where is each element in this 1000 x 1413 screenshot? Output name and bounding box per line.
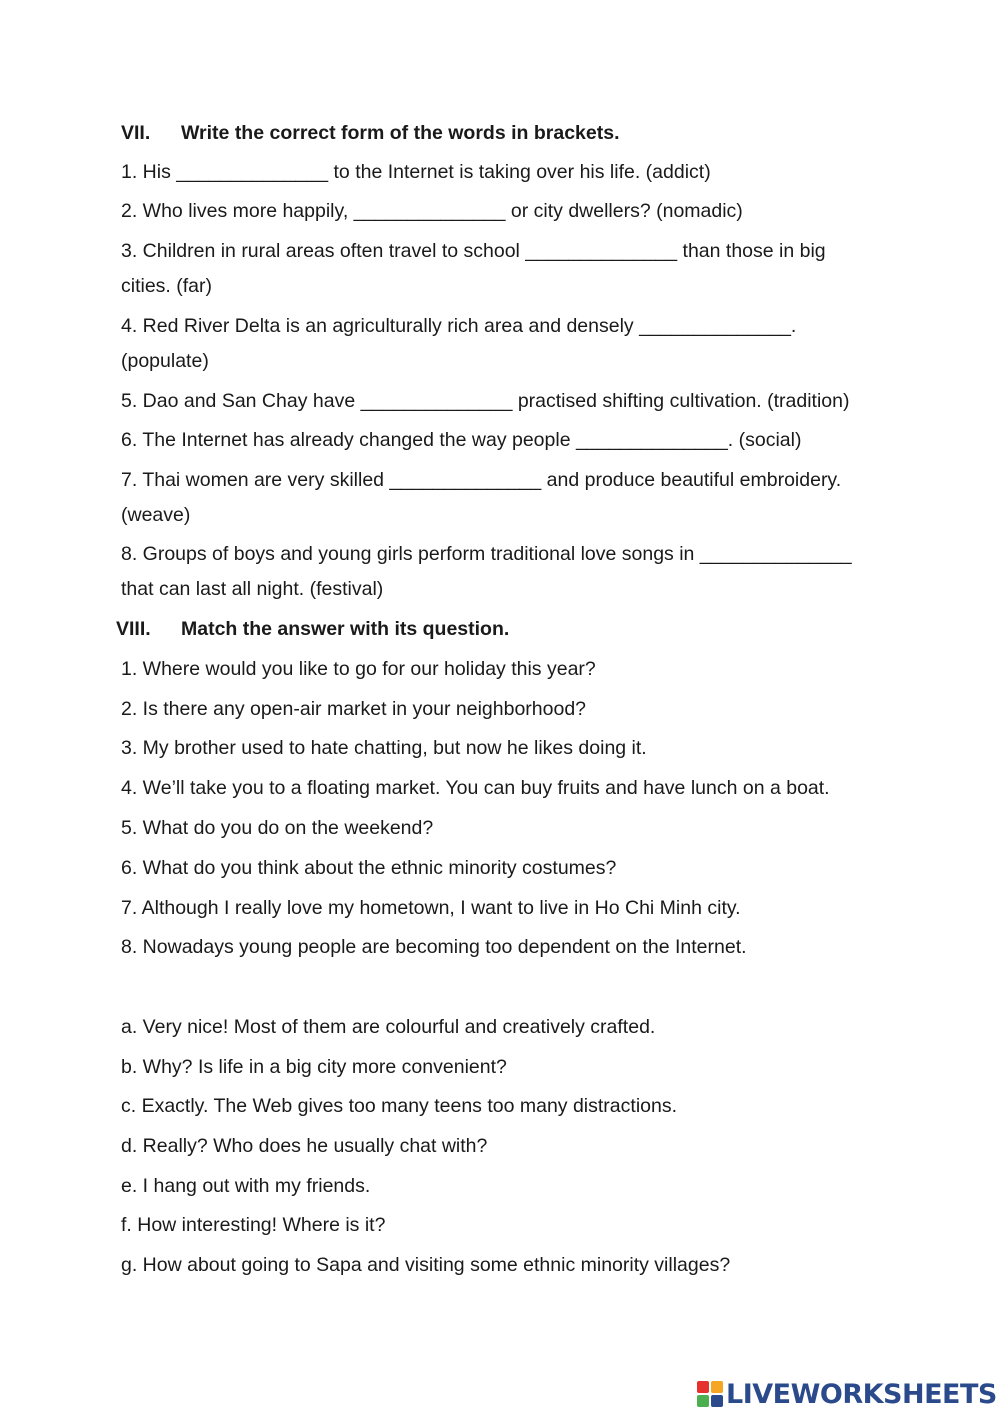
question-item: 2. Is there any open-air market in your neighborhood? <box>121 698 587 720</box>
exercise-line: (populate) <box>121 350 209 372</box>
section-7-heading <box>121 124 619 144</box>
exercise-line: cities. (far) <box>121 275 213 297</box>
exercise-line: 1. His ______________ to the Internet is taking over his life. (addict) <box>121 161 711 183</box>
exercise-line: (weave) <box>121 504 191 526</box>
exercise-line: 8. Groups of boys and young girls perform traditional love songs in ______________ <box>121 543 852 565</box>
question-item: 3. My brother used to hate chatting, but now he likes doing it. <box>121 737 647 759</box>
liveworksheets-logo <box>697 1377 997 1411</box>
section-8-title: Match the answer with its question. <box>181 618 510 640</box>
section-8-heading <box>116 620 509 640</box>
answer-item: d. Really? Who does he usually chat with? <box>121 1135 488 1157</box>
exercise-line: 5. Dao and San Chay have ______________ practised shifting cultivation. (tradition) <box>121 390 850 412</box>
section-8-number: VIII. <box>116 618 151 640</box>
answer-item: b. Why? Is life in a big city more convenient? <box>121 1056 507 1078</box>
exercise-line: 7. Thai women are very skilled ______________ and produce beautiful embroidery. <box>121 469 842 491</box>
question-item: 8. Nowadays young people are becoming too dependent on the Internet. <box>121 936 747 958</box>
question-item: 5. What do you do on the weekend? <box>121 817 434 839</box>
liveworksheets-logo-icon <box>697 1381 723 1407</box>
answer-item: a. Very nice! Most of them are colourful and creatively crafted. <box>121 1016 656 1038</box>
exercise-line: 3. Children in rural areas often travel to school ______________ than those in big <box>121 240 826 262</box>
answer-item: f. How interesting! Where is it? <box>121 1214 386 1236</box>
section-7-title: Write the correct form of the words in brackets. <box>181 122 620 144</box>
question-item: 6. What do you think about the ethnic minority costumes? <box>121 857 617 879</box>
liveworksheets-logo-text: LIVEWORKSHEETS <box>726 1378 997 1410</box>
answer-item: e. I hang out with my friends. <box>121 1175 371 1197</box>
exercise-line: 2. Who lives more happily, ______________ or city dwellers? (nomadic) <box>121 200 743 222</box>
exercise-line: that can last all night. (festival) <box>121 578 384 600</box>
answer-item: c. Exactly. The Web gives too many teens too many distractions. <box>121 1095 678 1117</box>
answer-item: g. How about going to Sapa and visiting some ethnic minority villages? <box>121 1254 731 1276</box>
question-item: 7. Although I really love my hometown, I want to live in Ho Chi Minh city. <box>121 897 741 919</box>
exercise-line: 6. The Internet has already changed the way people ______________. (social) <box>121 429 802 451</box>
question-item: 1. Where would you like to go for our holiday this year? <box>121 658 596 680</box>
question-item: 4. We’ll take you to a floating market. You can buy fruits and have lunch on a boat. <box>121 777 830 799</box>
section-7-number: VII. <box>121 122 151 144</box>
exercise-line: 4. Red River Delta is an agriculturally rich area and densely ______________. <box>121 315 797 337</box>
